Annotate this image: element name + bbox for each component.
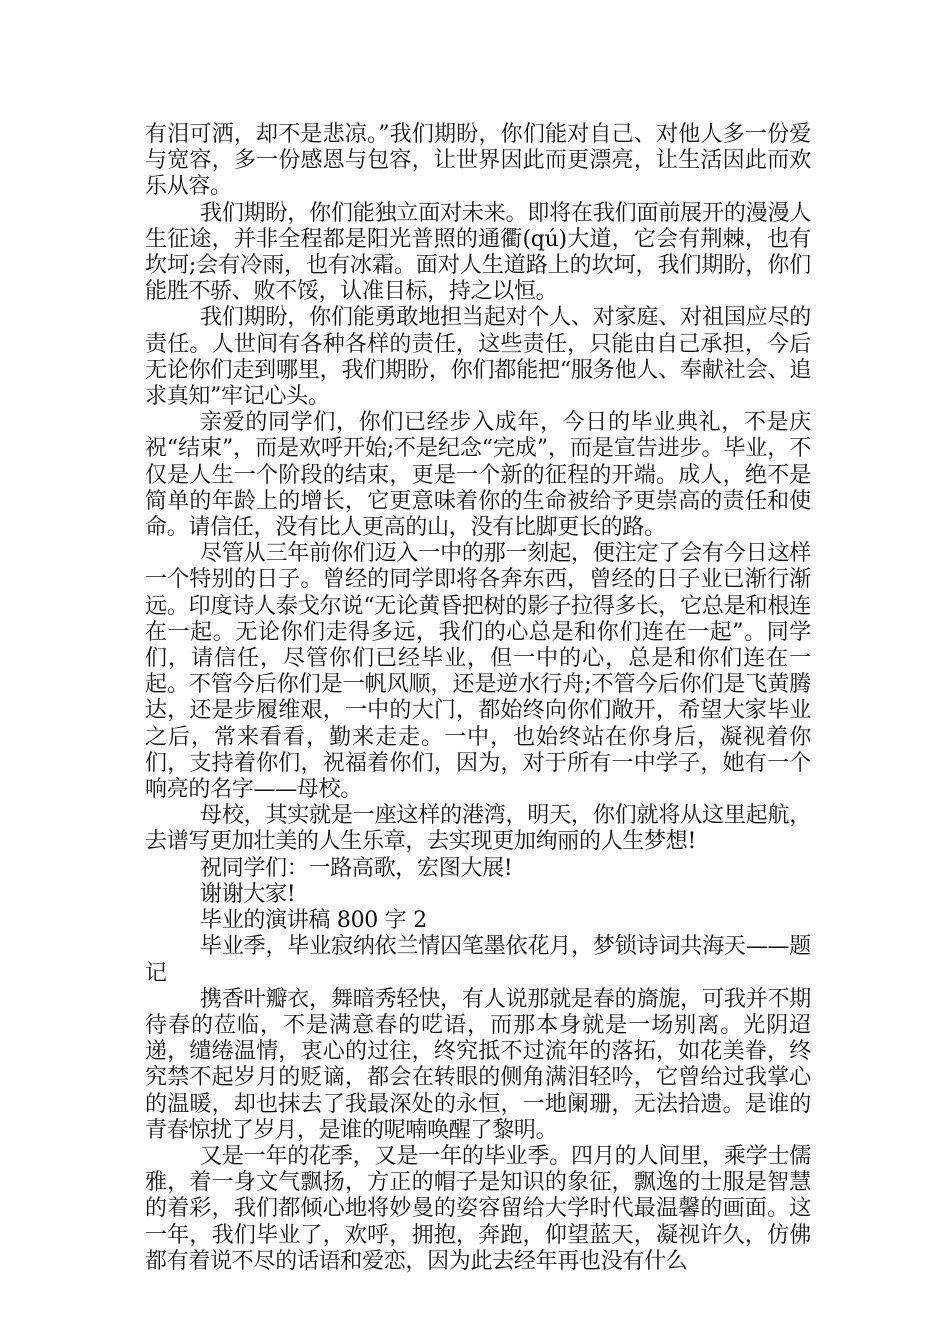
paragraph: 我们期盼，你们能独立面对未来。即将在我们面前展开的漫漫人生征途，并非全程都是阳光普照的通衢(qú)大道，它会有荆棘，也有坎坷;会有冷雨，也有冰霜。面对人生道路上的坎坷，我们期盼，你们能胜不骄、败不馁，认准目标，持之以恒。	[145, 200, 811, 305]
paragraph: 有泪可洒，却不是悲凉。”我们期盼，你们能对自己、对他人多一份爱与宽容，多一份感恩与包容，让世界因此而更漂亮，让生活因此而欢乐从容。	[145, 122, 811, 200]
paragraph: 又是一年的花季，又是一年的毕业季。四月的人间里，乘学士儒雅，着一身文气飘扬，方正的帽子是知识的象征，飘逸的士服是智慧的着彩，我们都倾心地将妙曼的姿容留给大学时代最温馨的画面。这一年，我们毕业了，欢呼，拥抱，奔跑，仰望蓝天，凝视许久，仿佛都有着说不尽的话语和爱恋，因为此去经年再也没有什么	[145, 1143, 811, 1274]
paragraph: 我们期盼，你们能勇敢地担当起对个人、对家庭、对祖国应尽的责任。人世间有各种各样的责任，这些责任，只能由自己承担，今后无论你们走到哪里，我们期盼，你们都能把“服务他人、奉献社会、追求真知”牢记心头。	[145, 305, 811, 410]
paragraph: 尽管从三年前你们迈入一中的那一刻起，便注定了会有今日这样一个特别的日子。曾经的同学即将各奔东西，曾经的日子业已渐行渐远。印度诗人泰戈尔说“无论黄昏把树的影子拉得多长，它总是和根连在一起。无论你们走得多远，我们的心总是和你们连在一起”。同学们，请信任，尽管你们已经毕业，但一中的心，总是和你们连在一起。不管今后你们是一帆风顺，还是逆水行舟;不管今后你们是飞黄腾达，还是步履维艰，一中的大门，都始终向你们敞开，希望大家毕业之后，常来看看，勤来走走。一中，也始终站在你身后，凝视着你们，支持着你们，祝福着你们，因为，对于所有一中学子，她有一个响亮的名字——母校。	[145, 541, 811, 803]
paragraph: 亲爱的同学们，你们已经步入成年，今日的毕业典礼，不是庆祝“结束”，而是欢呼开始;不是纪念“完成”，而是宣告进步。毕业，不仅是人生一个阶段的结束，更是一个新的征程的开端。成人，绝不是简单的年龄上的增长，它更意味着你的生命被给予更崇高的责任和使命。请信任，没有比人更高的山，没有比脚更长的路。	[145, 410, 811, 541]
document-body	[145, 122, 811, 1275]
epigraph: 毕业季，毕业寂纳依兰情囚笔墨依花月，梦锁诗词共海天——题记	[145, 934, 811, 986]
paragraph: 母校，其实就是一座这样的港湾，明天，你们就将从这里起航，去谱写更加壮美的人生乐章，去实现更加绚丽的人生梦想!	[145, 803, 811, 855]
paragraph: 携香叶瓣衣，舞暗秀轻快，有人说那就是春的旖旎，可我并不期待春的莅临，不是满意春的呓语，而那本身就是一场别离。光阴迢递，缱绻温情，衷心的过往，终究抵不过流年的落拓，如花美眷，终究禁不起岁月的贬谪，都会在转眼的侧角满泪轻吟，它曾给过我掌心的温暖，却也抹去了我最深处的永恒，一地阑珊，无法拾遗。是谁的青春惊扰了岁月，是谁的呢喃唤醒了黎明。	[145, 986, 811, 1143]
closing-thanks: 谢谢大家!	[200, 881, 296, 907]
closing-line: 祝同学们：一路高歌，宏图大展!	[200, 855, 513, 881]
section-heading: 毕业的演讲稿 800 字 2	[200, 908, 427, 934]
